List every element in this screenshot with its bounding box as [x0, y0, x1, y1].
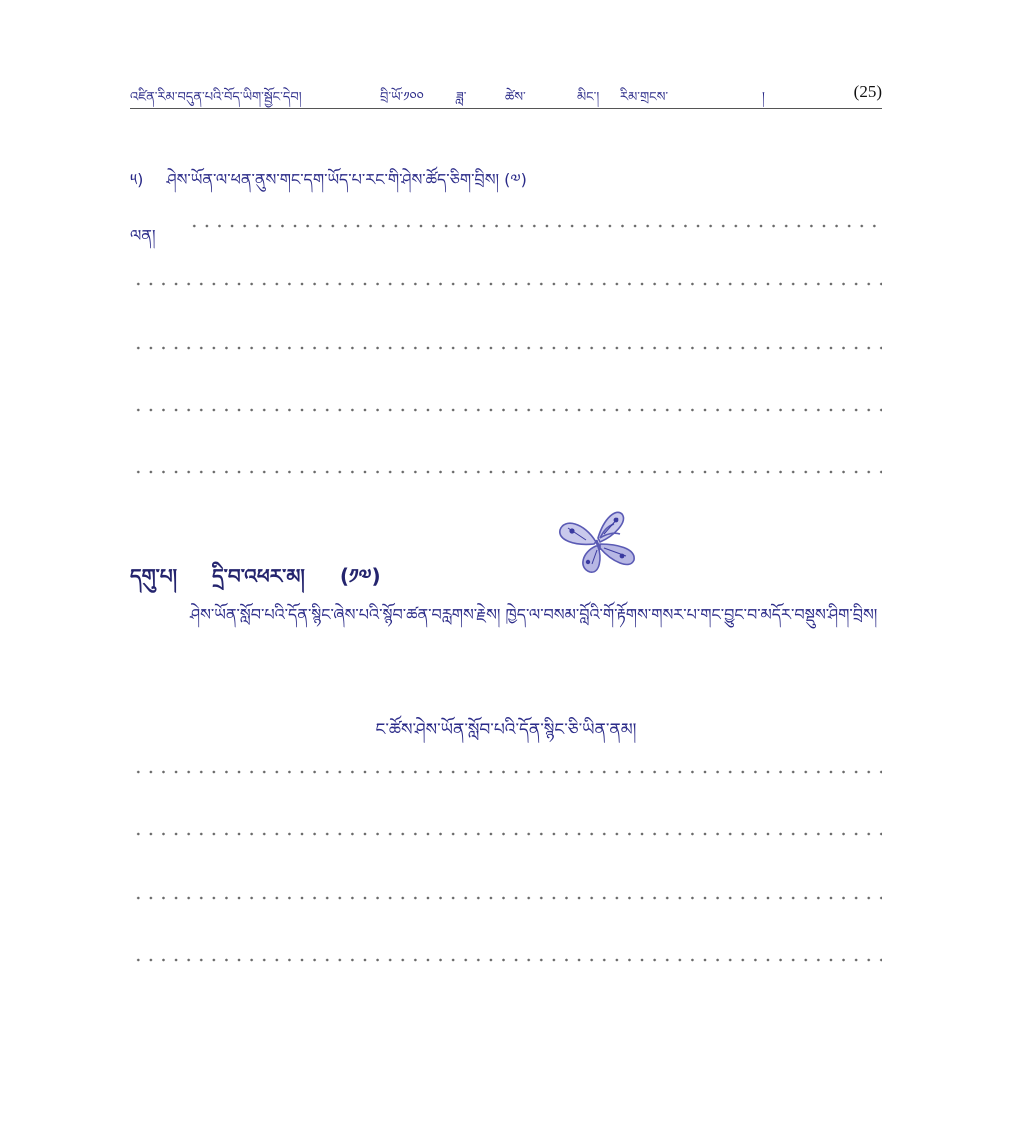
book-title: འཛིན་རིམ་བདུན་པའི་བོད་ཡིག་སྦྱོང་དེབ། — [130, 90, 302, 105]
answer-line[interactable] — [132, 346, 882, 350]
day-field: ཚེས་ — [505, 90, 526, 105]
running-header — [130, 80, 882, 109]
header-separator: ། — [762, 90, 765, 105]
page-number: (25) — [853, 82, 882, 101]
section-points: (༡༧) — [339, 564, 381, 588]
answer-line[interactable] — [132, 282, 882, 286]
question-number: ༥) — [130, 170, 144, 189]
name-field: མིང་། — [577, 90, 600, 105]
answer-line[interactable] — [188, 224, 882, 228]
question-text: ཤེས་ཡོན་ལ་ཕན་ནུས་གང་དག་ཡོད་པ་རང་གི་ཤེས་ཚོད་ཅིག་བྲིས། (༧) — [166, 170, 527, 189]
section-name: དྲི་བ་འཕར་མ། — [212, 564, 305, 588]
class-number-field: རིམ་གྲངས་ — [620, 90, 669, 105]
butterfly-icon — [556, 504, 638, 576]
answer-line[interactable] — [132, 958, 882, 962]
instruction-text: ཤེས་ཡོན་སློབ་པའི་དོན་སྙིང་ཞེས་པའི་སྙོབ་ཚན་བརླགས་རྗེས། ཁྱེད་ལ་བསམ་བློའི་གོ་རྟོགས་གསར་པ་གང་བྱུང་བ་མདོར་བསྡུས་ཤིག་བྲིས། — [190, 605, 878, 624]
question-5 — [130, 162, 527, 207]
answer-line[interactable] — [132, 470, 882, 474]
answer-line[interactable] — [132, 832, 882, 836]
answer-line[interactable] — [132, 408, 882, 412]
topic-title: ང་ཚོས་ཤེས་ཡོན་སློབ་པའི་དོན་སྙིང་ཅི་ཡིན་ནམ། — [375, 720, 637, 740]
answer-label: ལན། — [130, 226, 156, 245]
month-field: ཟླ་ — [456, 90, 467, 105]
answer-line[interactable] — [132, 770, 882, 774]
answer-line[interactable] — [132, 896, 882, 900]
writing-count-field: བྲི་ཡོ་༡༠༠ — [380, 90, 424, 105]
section-label: དགུ་པ། — [130, 564, 178, 588]
